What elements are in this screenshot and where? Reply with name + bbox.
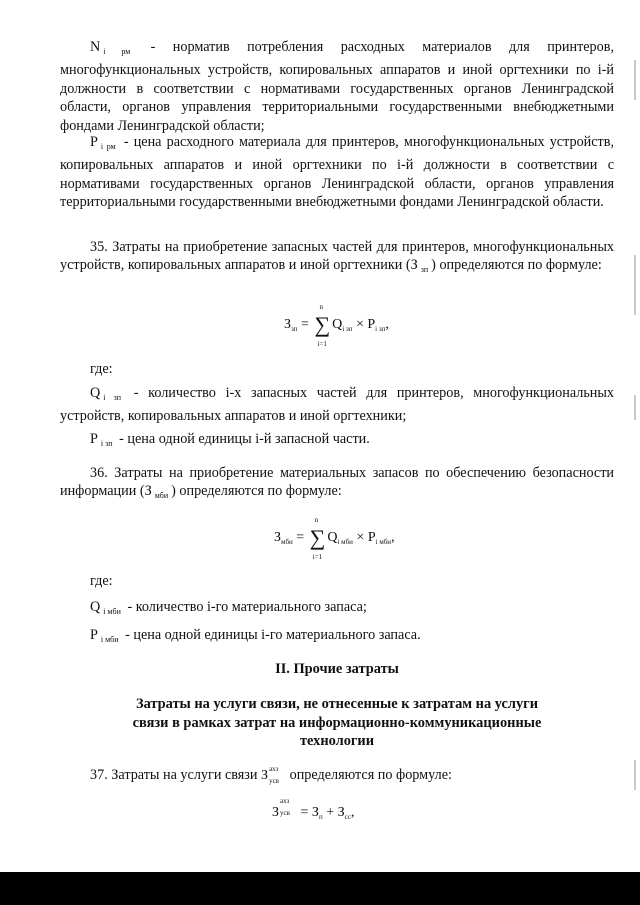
paragraph-text: определяются по формуле: bbox=[286, 767, 452, 783]
symbol-q: Q bbox=[90, 385, 101, 401]
paragraph-text: - норматив потребления расходных материалов для принтеров, многофункциональных устройств, копировальных аппаратов и иной оргтехники по i-й должности в соответствии с нормативами государственных органов Ленинградской области, органов управления территориальными государственными внебюджетными фондами Ленинградской области; bbox=[60, 39, 614, 134]
paragraph-text: - цена одной единицы i-й запасной части. bbox=[115, 431, 370, 447]
inline-symbol-superscript: ахз bbox=[269, 765, 279, 773]
formula-equals: = bbox=[297, 805, 312, 820]
scan-edge-mark bbox=[634, 760, 636, 790]
formula-equals: = bbox=[292, 530, 308, 545]
formula-lhs: З bbox=[272, 805, 280, 820]
paragraph-text: 36. Затраты на приобретение материальных запасов по обеспечению безопасности информации (З bbox=[60, 465, 614, 500]
paragraph-item-35 bbox=[60, 238, 614, 280]
symbol-subscript: i зп bbox=[103, 393, 122, 402]
formula-zp bbox=[284, 303, 389, 348]
symbol-subscript: i мби bbox=[103, 607, 121, 616]
formula-usv bbox=[272, 797, 355, 821]
inline-symbol-scripts bbox=[268, 765, 286, 785]
subsection-heading: Затраты на услуги связи, не отнесенные к затратам на услуги связи в рамках затрат на информационно-коммуникационные технологии bbox=[132, 696, 542, 750]
formula-equals: = bbox=[297, 317, 313, 332]
paragraph-pi-mbi bbox=[60, 626, 614, 649]
formula-term-z: З bbox=[337, 805, 345, 820]
paragraph-text: - количество i-го материального запаса; bbox=[123, 599, 367, 615]
formula-times: × bbox=[352, 317, 368, 332]
symbol-q: Q bbox=[90, 599, 101, 615]
inline-symbol-subscript: усв bbox=[269, 777, 279, 785]
formula-punctuation: , bbox=[350, 805, 355, 820]
symbol-subscript: i рм bbox=[103, 47, 131, 56]
symbol-subscript: i зп bbox=[100, 439, 113, 448]
paragraph-item-37 bbox=[90, 766, 452, 785]
scan-edge-mark bbox=[634, 60, 636, 100]
inline-symbol-base: З bbox=[261, 768, 269, 783]
symbol-subscript: мби bbox=[154, 491, 169, 501]
formula-punctuation: , bbox=[385, 317, 389, 332]
formula-lhs-scripts bbox=[279, 797, 297, 817]
scan-footer-bar bbox=[0, 872, 640, 905]
formula-mbi bbox=[274, 516, 395, 561]
where-label: где: bbox=[90, 573, 113, 589]
paragraph-text: - цена одной единицы i-го материального запаса. bbox=[121, 627, 421, 643]
symbol-p: P bbox=[90, 431, 98, 447]
paragraph-ni-rm bbox=[60, 38, 614, 135]
sum-lower-limit: i=1 bbox=[312, 553, 323, 561]
paragraph-pi-rm bbox=[60, 133, 614, 212]
scan-edge-mark bbox=[634, 255, 636, 315]
sum-upper-limit: n bbox=[314, 516, 319, 524]
paragraph-qi-zp bbox=[60, 384, 614, 426]
formula-term-subscript: i зп bbox=[375, 325, 386, 333]
formula-term-q: Q bbox=[327, 530, 338, 545]
paragraph-text: - цена расходного материала для принтеров, многофункциональных устройств, копировальных аппаратов и иной оргтехники по i-й должности в соответствии с нормативами государственных органов Ленинградской области, органов управления территориальными государственными внебюджетными фондами Ленинградской области. bbox=[60, 134, 614, 211]
paragraph-item-36 bbox=[60, 464, 614, 506]
paragraph-text: 35. Затраты на приобретение запасных частей для принтеров, многофункциональных устройств, копировальных аппаратов и иной оргтехники (З bbox=[60, 239, 614, 274]
formula-lhs-superscript: ахз bbox=[280, 797, 290, 805]
symbol-subscript: i рм bbox=[100, 142, 116, 151]
paragraph-text: - количество i-х запасных частей для принтеров, многофункциональных устройств, копировальных аппаратов и иной оргтехники; bbox=[60, 385, 615, 425]
symbol-p: P bbox=[90, 627, 98, 643]
paragraph-text: 37. Затраты на услуги связи bbox=[90, 767, 262, 783]
paragraph-text: ) определяются по формуле: bbox=[171, 483, 342, 500]
paragraph-pi-zp bbox=[60, 430, 614, 453]
formula-term-q: Q bbox=[332, 317, 343, 332]
formula-term-subscript: i мби bbox=[375, 538, 392, 546]
sum-symbol: ∑ n i=1 bbox=[309, 516, 326, 561]
formula-lhs-subscript: мби bbox=[281, 538, 293, 546]
section-heading: II. Прочие затраты bbox=[275, 661, 399, 677]
formula-term-subscript: п bbox=[318, 813, 323, 821]
symbol-subscript: зп bbox=[420, 265, 429, 275]
symbol-p: P bbox=[90, 134, 98, 150]
formula-lhs: З bbox=[284, 317, 292, 332]
formula-term-p: P bbox=[367, 317, 376, 332]
paragraph-text: ) определяются по формуле: bbox=[431, 257, 602, 274]
formula-punctuation: , bbox=[391, 530, 395, 545]
inline-symbol bbox=[261, 765, 286, 785]
scan-edge-mark bbox=[634, 395, 636, 420]
where-label: где: bbox=[90, 361, 113, 377]
formula-lhs: З bbox=[274, 530, 282, 545]
formula-term-subscript: i мби bbox=[337, 538, 353, 546]
symbol-subscript: i мби bbox=[100, 635, 119, 644]
symbol-n: N bbox=[90, 39, 101, 55]
formula-lhs-subscript: усв bbox=[280, 809, 290, 817]
sum-upper-limit: n bbox=[319, 303, 323, 311]
formula-plus: + bbox=[322, 805, 338, 820]
formula-times: × bbox=[352, 530, 368, 545]
formula-lhs-subscript: зп bbox=[291, 325, 298, 333]
formula-term-subscript: i зп bbox=[342, 325, 353, 333]
sum-lower-limit: i=1 bbox=[317, 340, 327, 348]
formula-term-z: З bbox=[311, 805, 319, 820]
formula-term-subscript: сс bbox=[344, 813, 351, 821]
paragraph-qi-mbi bbox=[60, 598, 614, 621]
formula-term-p: P bbox=[367, 530, 376, 545]
sum-symbol: ∑ n i=1 bbox=[314, 303, 331, 348]
